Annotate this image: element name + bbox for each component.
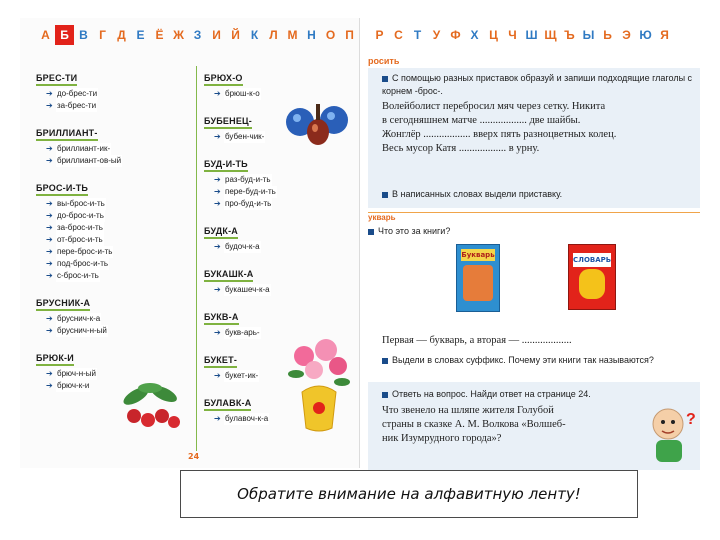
derived-word: пере-буд-и-ть (225, 187, 276, 196)
derived-word: до-брес-ти (57, 89, 98, 98)
alphabet-letter: И (212, 28, 221, 42)
question-line: Что звенело на шляпе жителя Голубой (382, 405, 554, 416)
alphabet-letter: Ю (639, 28, 652, 42)
column-divider (196, 66, 197, 451)
book-illustration (579, 269, 605, 299)
dictionary-entry (36, 66, 196, 112)
exercise-box-prefixes (368, 68, 700, 208)
derived-word-row (36, 143, 196, 155)
derived-word: бриллиант-ов-ый (57, 156, 122, 165)
entry-headword: БРЕС-ТИ (36, 73, 77, 86)
arrow-icon: ➔ (46, 314, 53, 323)
suffix-task: Выдели в словах суффикс. Почему эти книги так называются? (368, 354, 688, 367)
derived-word-row (36, 198, 196, 210)
dictionary-entry (36, 176, 196, 282)
alphabet-letter: З (193, 28, 202, 42)
entry-headword: БРЮХ-О (204, 73, 243, 86)
alphabet-letter: Р (375, 28, 384, 42)
arrow-icon: ➔ (214, 328, 221, 337)
derived-word: букашеч-к-а (225, 285, 270, 294)
dictionary-entry (36, 291, 196, 337)
arrow-icon: ➔ (46, 247, 53, 256)
boy-character-picture (646, 400, 700, 466)
alphabet-letter: Ч (508, 28, 517, 42)
derived-word: от-брос-и-ть (57, 235, 103, 244)
bullet-icon (382, 392, 388, 398)
entry-headword: БУЛАВК-А (204, 398, 251, 411)
left-dictionary-page (20, 18, 360, 468)
derived-word: бриллиант-ик- (57, 144, 111, 153)
derived-word-row (204, 174, 354, 186)
entry-headword: БУБЕНЕЦ- (204, 116, 252, 129)
arrow-icon: ➔ (46, 271, 53, 280)
arrow-icon: ➔ (46, 156, 53, 165)
derived-word: до-брос-и-ть (57, 211, 104, 220)
exercise-line: Волейболист перебросил мяч через сетку. Никита (382, 101, 606, 112)
caption-box (180, 470, 638, 518)
alphabet-letter: Т (413, 28, 422, 42)
derived-word-row (36, 155, 196, 167)
arrow-icon: ➔ (214, 414, 221, 423)
bullet-icon (382, 358, 388, 364)
entry-headword: БУДК-А (204, 226, 238, 239)
derived-word: букв-арь- (225, 328, 260, 337)
alphabet-letter: Ъ (564, 28, 575, 42)
derived-word: букет-ик- (225, 371, 259, 380)
derived-word-row (36, 210, 196, 222)
question-text (382, 404, 642, 446)
alphabet-strip-right (368, 18, 700, 52)
derived-word: брюч-к-и (57, 381, 90, 390)
derived-word: с-брос-и-ть (57, 271, 99, 280)
derived-word: бруснич-н-ый (57, 326, 107, 335)
page-number: 24 (188, 452, 200, 461)
derived-word: раз-буд-и-ть (225, 175, 271, 184)
exercise-note: В написанных словах выдели приставку. (382, 188, 562, 201)
question-line: ник Изумрудного города»? (382, 433, 502, 444)
alphabet-letter: А (41, 28, 50, 42)
answer-block (368, 334, 700, 367)
alphabet-letter: Ж (173, 28, 184, 42)
entry-headword: БУКЕТ- (204, 355, 237, 368)
alphabet-letter: Й (231, 28, 240, 42)
dictionary-entry (204, 305, 354, 339)
arrow-icon: ➔ (46, 381, 53, 390)
exercise-text (382, 100, 696, 156)
arrow-icon: ➔ (46, 211, 53, 220)
alphabet-letter: Д (117, 28, 126, 42)
book-illustration (463, 265, 493, 301)
arrow-icon: ➔ (214, 371, 221, 380)
derived-word-row (204, 241, 354, 253)
derived-word-row (204, 186, 354, 198)
derived-word-row (36, 270, 196, 282)
book-title: Букварь (461, 251, 495, 259)
alphabet-letter: Я (660, 28, 669, 42)
section-label: укварь (368, 212, 700, 224)
exercise-line: Весь мусор Катя .................. в урну. (382, 143, 540, 154)
question-lead: Ответь на вопрос. Найди ответ на странице 24. (382, 388, 591, 401)
alphabet-letter: К (250, 28, 259, 42)
entry-headword: БРОС-И-ТЬ (36, 183, 88, 196)
alphabet-letter: Ц (489, 28, 498, 42)
exercise-instruction: С помощью разных приставок образуй и запиши подходящие глаголы с корнем -брос-. (382, 73, 693, 96)
entry-headword: БРИЛЛИАНТ- (36, 128, 98, 141)
alphabet-letter: Щ (544, 28, 557, 42)
arrow-icon: ➔ (46, 369, 53, 378)
derived-word-row (36, 258, 196, 270)
alphabet-letter: Е (136, 28, 145, 42)
derived-word-row (36, 100, 196, 112)
arrow-icon: ➔ (214, 285, 221, 294)
alphabet-letter: Х (470, 28, 479, 42)
bullet-icon (368, 229, 374, 235)
derived-word-row (36, 246, 196, 258)
alphabet-letter: Э (622, 28, 631, 42)
svg-text:?: ? (686, 411, 696, 428)
derived-word-row (36, 88, 196, 100)
alphabet-letter: В (79, 28, 88, 42)
alphabet-strip-left (20, 18, 360, 52)
entry-headword: БУКВ-А (204, 312, 239, 325)
derived-word: брюш-к-о (225, 89, 260, 98)
derived-word: брюч-н-ый (57, 369, 96, 378)
bullet-icon (382, 192, 388, 198)
alphabet-letter: Ь (603, 28, 612, 42)
dictionary-book-picture (568, 244, 616, 310)
alphabet-letter: Л (269, 28, 278, 42)
derived-word: бубен-чик- (225, 132, 265, 141)
book-title: СЛОВАРЬ (573, 253, 611, 267)
dictionary-entry (36, 121, 196, 167)
alphabet-letter: Н (307, 28, 316, 42)
arrow-icon: ➔ (214, 242, 221, 251)
arrow-icon: ➔ (214, 175, 221, 184)
derived-word-row (204, 198, 354, 210)
derived-word-row (36, 234, 196, 246)
derived-word-row (36, 313, 196, 325)
lingonberry-picture (116, 374, 186, 434)
entry-headword: БРУСНИК-А (36, 298, 90, 311)
answer-line: Первая — букварь, а вторая — ................... (382, 335, 572, 346)
alphabet-letter: Г (99, 28, 106, 42)
alphabet-letter: М (287, 28, 298, 42)
arrow-icon: ➔ (46, 101, 53, 110)
alphabet-letter: Б (55, 25, 74, 45)
derived-word: вы-брос-и-ть (57, 199, 105, 208)
dictionary-entry (204, 152, 354, 210)
derived-word-row (36, 325, 196, 337)
derived-word: будоч-к-а (225, 242, 260, 251)
alphabet-letter: Ш (525, 28, 538, 42)
entry-headword: БУД-И-ТЬ (204, 159, 248, 172)
derived-word: бруснич-к-а (57, 314, 101, 323)
alphabet-letter: П (345, 28, 354, 42)
dictionary-entry (204, 219, 354, 253)
alphabet-letter: Ф (450, 28, 461, 42)
derived-word: за-брос-и-ть (57, 223, 103, 232)
derived-word-row (36, 222, 196, 234)
question-books: Что это за книги? (368, 226, 450, 236)
arrow-icon: ➔ (46, 235, 53, 244)
arrow-icon: ➔ (214, 187, 221, 196)
exercise-line: Жонглёр .................. вверх пять разноцветных колец. (382, 129, 617, 140)
exercise-line: в сегодняшнем матче .................. две шайбы. (382, 115, 581, 126)
arrow-icon: ➔ (214, 89, 221, 98)
entry-headword: БРЮК-И (36, 353, 74, 366)
arrow-icon: ➔ (46, 223, 53, 232)
question-line: страны в сказке А. М. Волкова «Волшеб- (382, 419, 566, 430)
arrow-icon: ➔ (214, 199, 221, 208)
section-label: росить (368, 56, 400, 66)
derived-word-row (204, 284, 354, 296)
arrow-icon: ➔ (46, 89, 53, 98)
alphabet-letter: С (394, 28, 403, 42)
bullet-icon (382, 76, 388, 82)
entry-headword: БУКАШК-А (204, 269, 253, 282)
derived-word: пере-брос-и-ть (57, 247, 113, 256)
derived-word: про-буд-и-ть (225, 199, 272, 208)
right-exercise-page (368, 18, 700, 470)
bells-picture (278, 90, 358, 152)
dictionary-column-left (36, 66, 196, 401)
derived-word: под-брос-и-ть (57, 259, 109, 268)
alphabet-letter: Ы (582, 28, 595, 42)
primer-book-picture (456, 244, 500, 312)
derived-word: булавоч-к-а (225, 414, 269, 423)
bouquet-picture (286, 336, 352, 436)
alphabet-letter: У (432, 28, 441, 42)
derived-word: за-брес-ти (57, 101, 97, 110)
exercise-box-question (368, 382, 700, 470)
arrow-icon: ➔ (46, 199, 53, 208)
alphabet-letter: Ё (155, 28, 164, 42)
arrow-icon: ➔ (46, 144, 53, 153)
arrow-icon: ➔ (46, 326, 53, 335)
arrow-icon: ➔ (214, 132, 221, 141)
caption-text: Обратите внимание на алфавитную ленту! (237, 485, 581, 503)
arrow-icon: ➔ (46, 259, 53, 268)
dictionary-entry (204, 262, 354, 296)
alphabet-letter: О (325, 28, 336, 42)
